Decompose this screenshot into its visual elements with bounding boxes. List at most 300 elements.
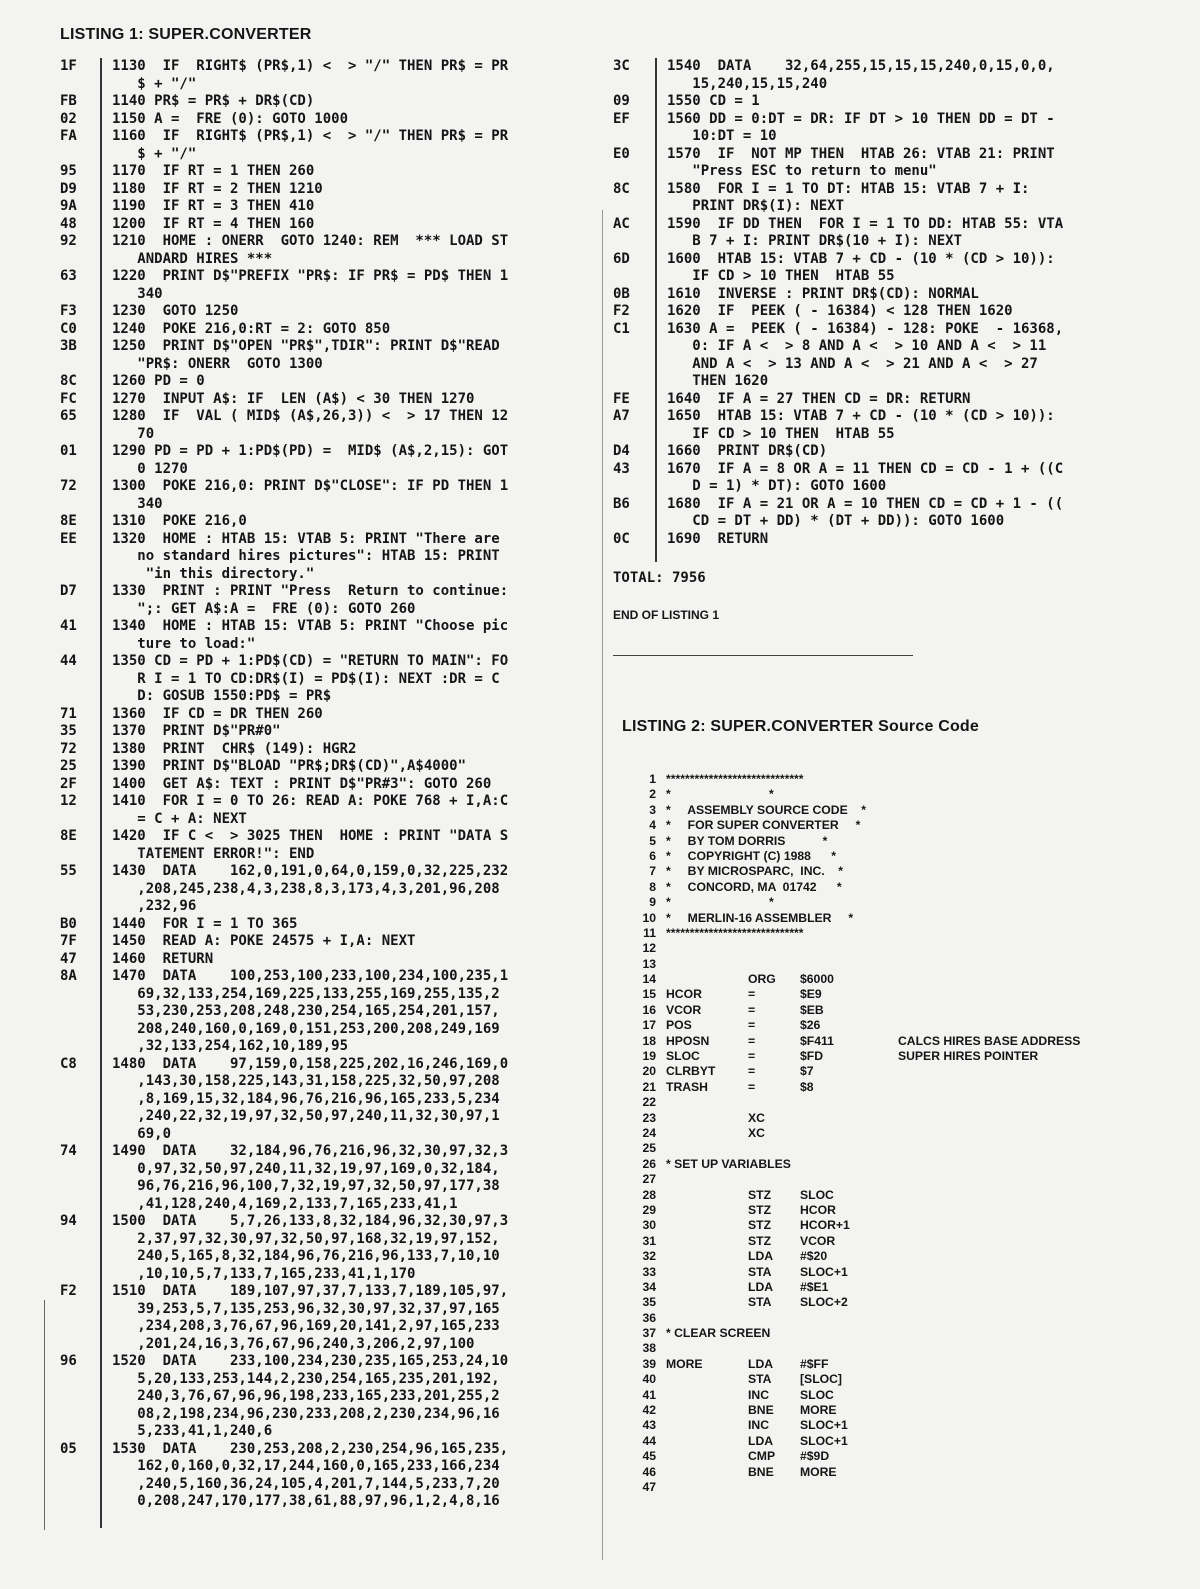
basic-code: ,143,30,158,225,143,31,158,225,32,50,97,208 — [112, 1073, 500, 1089]
basic-code: 1180 IF RT = 2 THEN 1210 — [112, 180, 323, 197]
code-line — [60, 566, 600, 584]
code-line — [613, 216, 1153, 234]
asm-line-number: 3 — [649, 802, 656, 817]
checksum: C1 — [613, 320, 630, 337]
code-line — [613, 268, 1153, 286]
code-line — [60, 618, 600, 636]
checksum: 48 — [60, 215, 77, 232]
asm-line-number: 9 — [649, 895, 656, 910]
checksum: 8E — [60, 828, 77, 844]
basic-code: D: GOSUB 1550:PD$ = PR$ — [112, 688, 332, 704]
code-line — [60, 513, 600, 531]
basic-code: 1250 PRINT D$"OPEN "PR$",TDIR": PRINT D$"READ — [112, 338, 500, 354]
basic-code: ,41,128,240,4,169,2,133,7,165,233,41,1 — [112, 1195, 458, 1212]
asm-comment: * CONCORD, MA 01742 * — [666, 879, 842, 894]
checksum: 41 — [60, 618, 77, 634]
asm-label: MORE — [666, 1356, 703, 1371]
code-line — [60, 1161, 600, 1179]
code-line — [60, 1231, 600, 1249]
code-line — [60, 1143, 600, 1161]
basic-code: 1630 A = PEEK ( - 16384) - 128: POKE - 16368, — [667, 320, 1064, 337]
code-line — [613, 496, 1153, 514]
basic-code: ,10,10,5,7,133,7,165,233,41,1,170 — [112, 1265, 416, 1282]
checksum: 6D — [613, 250, 630, 267]
code-line — [60, 898, 600, 916]
asm-operand: HCOR — [800, 1202, 836, 1217]
basic-code: "PR$: ONERR GOTO 1300 — [112, 355, 323, 372]
basic-code: 1360 IF CD = DR THEN 260 — [112, 705, 323, 722]
basic-code: 240,5,165,8,32,184,96,76,216,96,133,7,10,10 — [112, 1248, 500, 1264]
code-line — [60, 688, 600, 706]
asm-comment: * COPYRIGHT (C) 1988 * — [666, 848, 836, 863]
basic-code: 1510 DATA 189,107,97,37,7,133,7,189,105,97, — [112, 1283, 509, 1299]
code-line — [60, 286, 600, 304]
checksum-total: TOTAL: 7956 — [613, 570, 706, 586]
code-line — [60, 548, 600, 566]
asm-opcode: STZ — [748, 1202, 772, 1217]
code-line — [60, 1248, 600, 1266]
asm-comment: ***************************** — [666, 772, 804, 786]
asm-line-number: 17 — [642, 1018, 656, 1033]
code-line — [60, 1073, 600, 1091]
code-line — [60, 1458, 600, 1476]
basic-code: = C + A: NEXT — [112, 810, 247, 827]
basic-code: 15,240,15,15,240 — [667, 75, 828, 92]
asm-label: SLOC — [666, 1049, 700, 1064]
code-line — [60, 321, 600, 339]
basic-code: 1370 PRINT D$"PR#0" — [112, 723, 281, 739]
code-line — [60, 1301, 600, 1319]
code-line — [60, 846, 600, 864]
checksum: 8A — [60, 968, 77, 984]
asm-opcode: = — [748, 1079, 756, 1094]
asm-opcode: STA — [748, 1295, 772, 1310]
checksum: 35 — [60, 723, 77, 739]
basic-code: 1520 DATA 233,100,234,230,235,165,253,24,10 — [112, 1353, 509, 1369]
code-line — [60, 233, 600, 251]
checksum: D7 — [60, 583, 77, 599]
code-line — [60, 1353, 600, 1371]
code-line — [60, 1283, 600, 1301]
basic-code: 1340 HOME : HTAB 15: VTAB 5: PRINT "Choose pic — [112, 618, 509, 634]
code-line — [60, 461, 600, 479]
code-line — [60, 1091, 600, 1109]
asm-opcode: XC — [748, 1125, 765, 1140]
code-line — [60, 1423, 600, 1441]
code-line — [613, 58, 1153, 76]
code-line — [613, 356, 1153, 374]
basic-code: R I = 1 TO CD:DR$(I) = PD$(I): NEXT :DR = C — [112, 670, 500, 687]
code-line — [60, 76, 600, 94]
code-line — [60, 863, 600, 881]
asm-operand: #$20 — [800, 1249, 828, 1264]
asm-comment: * SET UP VARIABLES — [666, 1156, 791, 1171]
asm-opcode: STZ — [748, 1187, 772, 1202]
asm-line-number: 13 — [642, 956, 656, 971]
basic-code: 1460 RETURN — [112, 950, 214, 967]
basic-code: CD = DT + DD) * (DT + DD)): GOTO 1600 — [667, 513, 1005, 529]
code-line — [613, 426, 1153, 444]
asm-line-number: 45 — [642, 1449, 656, 1464]
basic-code: 1680 IF A = 21 OR A = 10 THEN CD = CD + 1 - (( — [667, 495, 1064, 512]
code-line — [60, 1178, 600, 1196]
basic-code: 1270 INPUT A$: IF LEN (A$) < 30 THEN 1270 — [112, 390, 475, 407]
basic-code: 1230 GOTO 1250 — [112, 303, 239, 319]
code-line — [60, 1266, 600, 1284]
checksum: 8C — [613, 180, 630, 197]
checksum: A7 — [613, 408, 630, 424]
asm-line-number: 37 — [642, 1326, 656, 1341]
listing1-column-right — [613, 58, 1153, 548]
listing2-title-main: LISTING 2: SUPER.CONVERTER — [622, 718, 874, 735]
basic-code: 2,37,97,32,30,97,32,50,97,168,32,19,97,152, — [112, 1230, 500, 1247]
asm-comment: ***************************** — [666, 925, 804, 940]
checksum: B6 — [613, 495, 630, 512]
asm-line-number: 25 — [642, 1141, 656, 1156]
code-line — [613, 338, 1153, 356]
code-line — [60, 181, 600, 199]
checksum: 7F — [60, 933, 77, 949]
code-line — [60, 828, 600, 846]
code-line — [60, 583, 600, 601]
basic-code: 1590 IF DD THEN FOR I = 1 TO DD: HTAB 55: VTA — [667, 215, 1064, 232]
basic-code: 1330 PRINT : PRINT "Press Return to continue: — [112, 583, 509, 599]
checksum: 12 — [60, 793, 77, 809]
asm-operand: $8 — [800, 1079, 814, 1094]
code-line — [60, 1056, 600, 1074]
checksum: D4 — [613, 443, 630, 459]
checksum: 1F — [60, 58, 77, 74]
asm-line-number: 20 — [642, 1064, 656, 1079]
code-line — [60, 881, 600, 899]
basic-code: 162,0,160,0,32,17,244,160,0,165,233,166,234 — [112, 1458, 500, 1474]
basic-code: 1290 PD = PD + 1:PD$(PD) = MID$ (A$,2,15): GOT — [112, 443, 509, 459]
asm-opcode: STZ — [748, 1233, 772, 1248]
asm-line-number: 7 — [649, 864, 656, 879]
code-line — [613, 111, 1153, 129]
asm-operand: HCOR+1 — [800, 1218, 850, 1233]
checksum: 3C — [613, 58, 630, 74]
code-line — [613, 443, 1153, 461]
code-line — [60, 146, 600, 164]
checksum: FC — [60, 390, 77, 407]
code-line — [60, 496, 600, 514]
asm-label: HCOR — [666, 987, 702, 1002]
basic-code: 1450 READ A: POKE 24575 + I,A: NEXT — [112, 933, 416, 949]
basic-code: 08,2,198,234,96,230,233,208,2,230,234,96,16 — [112, 1405, 500, 1422]
code-line — [60, 951, 600, 969]
checksum: 05 — [60, 1440, 77, 1457]
code-line — [60, 356, 600, 374]
basic-code: 1140 PR$ = PR$ + DR$(CD) — [112, 93, 315, 109]
basic-code: 1170 IF RT = 1 THEN 260 — [112, 163, 315, 179]
basic-code: 1540 DATA 32,64,255,15,15,15,240,0,15,0,0, — [667, 58, 1055, 74]
listing1-title: LISTING 1: SUPER.CONVERTER — [60, 26, 312, 43]
basic-code: 1670 IF A = 8 OR A = 11 THEN CD = CD - 1 + ((C — [667, 460, 1064, 477]
checksum: C8 — [60, 1055, 77, 1072]
code-line — [60, 1476, 600, 1494]
code-line — [60, 426, 600, 444]
asm-operand: $EB — [800, 1002, 824, 1017]
basic-code: ";: GET A$:A = FRE (0): GOTO 260 — [112, 600, 416, 617]
asm-line-number: 31 — [642, 1233, 656, 1248]
asm-line-number: 16 — [642, 1002, 656, 1017]
section-divider — [613, 655, 913, 656]
code-line — [60, 706, 600, 724]
checksum: EF — [613, 110, 630, 127]
basic-code: ture to load:" — [112, 635, 256, 652]
asm-operand: $7 — [800, 1064, 814, 1079]
asm-comment: * * — [666, 787, 774, 802]
asm-line-number: 6 — [649, 848, 656, 863]
basic-code: "in this directory." — [112, 565, 315, 582]
code-line — [60, 1003, 600, 1021]
asm-line-number: 43 — [642, 1418, 656, 1433]
code-line — [613, 251, 1153, 269]
asm-line-number: 11 — [643, 925, 656, 940]
asm-line-number: 8 — [649, 879, 656, 894]
code-line — [60, 671, 600, 689]
basic-code: 0,208,247,170,177,38,61,88,97,96,1,2,4,8,16 — [112, 1493, 500, 1509]
checksum: 0B — [613, 285, 630, 302]
asm-line-number: 2 — [649, 787, 656, 802]
checksum: 43 — [613, 460, 630, 477]
basic-code: 0 1270 — [112, 460, 188, 477]
asm-line-number: 4 — [649, 818, 656, 833]
basic-code: AND A < > 13 AND A < > 21 AND A < > 27 — [667, 355, 1038, 372]
basic-code: 1560 DD = 0:DT = DR: IF DT > 10 THEN DD = DT - — [667, 110, 1055, 127]
asm-comment: * FOR SUPER CONVERTER * — [666, 818, 861, 833]
code-line — [613, 391, 1153, 409]
asm-remark: SUPER HIRES POINTER — [898, 1049, 1039, 1064]
code-line — [60, 723, 600, 741]
code-line — [60, 1126, 600, 1144]
asm-opcode: STA — [748, 1372, 772, 1387]
basic-code: ANDARD HIRES *** — [112, 250, 273, 267]
basic-code: 1480 DATA 97,159,0,158,225,202,16,246,169,0 — [112, 1055, 509, 1072]
code-line — [60, 1336, 600, 1354]
code-line — [60, 776, 600, 794]
code-line — [60, 986, 600, 1004]
asm-opcode: INC — [748, 1418, 769, 1433]
code-line — [60, 653, 600, 671]
code-line — [613, 303, 1153, 321]
asm-line-number: 35 — [642, 1295, 656, 1310]
checksum: 63 — [60, 268, 77, 284]
checksum: FA — [60, 128, 77, 144]
basic-code: 1210 HOME : ONERR GOTO 1240: REM *** LOAD ST — [112, 233, 509, 249]
asm-opcode: LDA — [748, 1279, 774, 1294]
asm-opcode: = — [748, 1002, 756, 1017]
code-line — [60, 1371, 600, 1389]
checksum: FE — [613, 390, 630, 407]
basic-code: 1350 CD = PD + 1:PD$(CD) = "RETURN TO MAIN": FO — [112, 653, 509, 669]
checksum: 9A — [60, 198, 77, 214]
basic-code: 1410 FOR I = 0 TO 26: READ A: POKE 768 + I,A:C — [112, 793, 509, 809]
checksum: F2 — [60, 1283, 77, 1299]
basic-code: 1130 IF RIGHT$ (PR$,1) < > "/" THEN PR$ = PR — [112, 58, 509, 74]
margin-rule — [44, 1300, 45, 1530]
code-line — [60, 216, 600, 234]
basic-code: 1500 DATA 5,7,26,133,8,32,184,96,32,30,97,3 — [112, 1213, 509, 1229]
asm-comment: * BY TOM DORRIS * — [666, 833, 828, 848]
checksum: FB — [60, 93, 77, 109]
asm-opcode: INC — [748, 1387, 769, 1402]
basic-code: 0: IF A < > 8 AND A < > 10 AND A < > 11 — [667, 338, 1047, 354]
checksum: 92 — [60, 233, 77, 249]
code-line — [60, 636, 600, 654]
asm-opcode: LDA — [748, 1433, 774, 1448]
checksum: 44 — [60, 653, 77, 669]
basic-code: 1320 HOME : HTAB 15: VTAB 5: PRINT "There are — [112, 530, 500, 547]
code-line — [60, 163, 600, 181]
asm-remark: CALCS HIRES BASE ADDRESS — [898, 1033, 1081, 1048]
checksum: 72 — [60, 478, 77, 494]
asm-line-number: 15 — [642, 987, 656, 1002]
asm-line-number: 27 — [642, 1172, 656, 1187]
code-line — [60, 1108, 600, 1126]
asm-line-number: 32 — [642, 1249, 656, 1264]
asm-opcode: = — [748, 987, 756, 1002]
basic-code: ,8,169,15,32,184,96,76,216,96,165,233,5,234 — [112, 1090, 500, 1107]
code-line — [613, 513, 1153, 531]
basic-code: 1530 DATA 230,253,208,2,230,254,96,165,235, — [112, 1440, 509, 1457]
asm-opcode: = — [748, 1033, 756, 1048]
asm-opcode: BNE — [748, 1464, 774, 1479]
basic-code: 1690 RETURN — [667, 530, 769, 547]
checksum: 09 — [613, 93, 630, 109]
asm-line-number: 38 — [642, 1341, 656, 1356]
code-line — [60, 1318, 600, 1336]
basic-code: 96,76,216,96,100,7,32,19,97,32,50,97,177,38 — [112, 1178, 500, 1194]
code-line — [60, 1441, 600, 1459]
asm-opcode: ORG — [748, 972, 776, 987]
basic-code: 1660 PRINT DR$(CD) — [667, 443, 828, 459]
asm-operand: SLOC — [800, 1387, 834, 1402]
basic-code: 1580 FOR I = 1 TO DT: HTAB 15: VTAB 7 + I: — [667, 180, 1030, 197]
asm-line-number: 5 — [649, 833, 656, 848]
code-line — [60, 1038, 600, 1056]
asm-line-number: 21 — [642, 1079, 656, 1094]
code-line — [60, 338, 600, 356]
basic-code: 1240 POKE 216,0:RT = 2: GOTO 850 — [112, 320, 391, 337]
checksum: E0 — [613, 145, 630, 162]
basic-code: 1600 HTAB 15: VTAB 7 + CD - (10 * (CD > 10)): — [667, 250, 1055, 267]
basic-code: 1390 PRINT D$"BLOAD "PR$;DR$(CD)",A$4000" — [112, 758, 467, 774]
code-line — [613, 181, 1153, 199]
basic-code: 1310 POKE 216,0 — [112, 513, 247, 529]
code-line — [60, 601, 600, 619]
asm-line-number: 24 — [642, 1125, 656, 1140]
checksum: 94 — [60, 1213, 77, 1229]
basic-code: 1160 IF RIGHT$ (PR$,1) < > "/" THEN PR$ = PR — [112, 128, 509, 144]
asm-operand: SLOC — [800, 1187, 834, 1202]
asm-operand: $E9 — [800, 987, 822, 1002]
checksum: 02 — [60, 110, 77, 127]
basic-code: "Press ESC to return to menu" — [667, 163, 937, 179]
code-line — [60, 1021, 600, 1039]
asm-line-number: 40 — [642, 1372, 656, 1387]
asm-operand: MORE — [800, 1464, 837, 1479]
checksum: 25 — [60, 758, 77, 774]
code-line — [60, 1493, 600, 1511]
asm-operand: $6000 — [800, 972, 834, 987]
code-line — [60, 93, 600, 111]
asm-operand: #$FF — [800, 1356, 829, 1371]
code-line — [613, 198, 1153, 216]
asm-operand: #$E1 — [800, 1279, 829, 1294]
asm-comment: * BY MICROSPARC, INC. * — [666, 864, 843, 879]
basic-code: ,234,208,3,76,67,96,169,20,141,2,97,165,233 — [112, 1318, 500, 1334]
asm-label: TRASH — [666, 1079, 708, 1094]
code-line — [60, 408, 600, 426]
code-line — [613, 146, 1153, 164]
basic-code: 1430 DATA 162,0,191,0,64,0,159,0,32,225,232 — [112, 863, 509, 879]
checksum: 65 — [60, 408, 77, 424]
asm-opcode: = — [748, 1064, 756, 1079]
basic-code: 1620 IF PEEK ( - 16384) < 128 THEN 1620 — [667, 303, 1013, 319]
asm-opcode: LDA — [748, 1249, 774, 1264]
checksum: 96 — [60, 1353, 77, 1369]
asm-line-number: 18 — [642, 1033, 656, 1048]
asm-line-number: 28 — [642, 1187, 656, 1202]
code-line — [613, 321, 1153, 339]
asm-comment: * CLEAR SCREEN — [666, 1326, 771, 1341]
checksum: D9 — [60, 180, 77, 197]
code-line — [60, 128, 600, 146]
asm-line-number: 19 — [642, 1049, 656, 1064]
code-line — [613, 76, 1153, 94]
basic-code: 53,230,253,208,248,230,254,165,254,201,157, — [112, 1003, 500, 1019]
basic-code: 1610 INVERSE : PRINT DR$(CD): NORMAL — [667, 285, 979, 302]
code-line — [60, 198, 600, 216]
asm-label: CLRBYT — [666, 1064, 716, 1079]
basic-code: THEN 1620 — [667, 373, 769, 389]
asm-line-number: 26 — [642, 1156, 656, 1171]
basic-code: B 7 + I: PRINT DR$(10 + I): NEXT — [667, 233, 963, 249]
code-line — [613, 408, 1153, 426]
checksum: B0 — [60, 915, 77, 932]
checksum: 55 — [60, 863, 77, 879]
code-line — [60, 968, 600, 986]
asm-line-number: 33 — [642, 1264, 656, 1279]
checksum: 3B — [60, 338, 77, 354]
asm-line-number: 12 — [642, 941, 656, 956]
basic-code: 1380 PRINT CHR$ (149): HGR2 — [112, 740, 357, 757]
basic-code: 1200 IF RT = 4 THEN 160 — [112, 215, 315, 232]
basic-code: ,208,245,238,4,3,238,8,3,173,4,3,201,96,208 — [112, 880, 500, 897]
asm-opcode: = — [748, 1049, 756, 1064]
code-line — [613, 128, 1153, 146]
checksum: 2F — [60, 775, 77, 792]
basic-code: 5,233,41,1,240,6 — [112, 1423, 273, 1439]
asm-opcode: CMP — [748, 1449, 776, 1464]
code-line — [613, 286, 1153, 304]
basic-code: D = 1) * DT): GOTO 1600 — [667, 478, 887, 494]
asm-line-number: 10 — [642, 910, 656, 925]
basic-code: 1570 IF NOT MP THEN HTAB 26: VTAB 21: PRINT — [667, 145, 1055, 162]
asm-opcode: XC — [748, 1110, 765, 1125]
code-line — [613, 233, 1153, 251]
checksum: 0C — [613, 530, 630, 547]
basic-code: PRINT DR$(I): NEXT — [667, 198, 845, 214]
code-line — [613, 461, 1153, 479]
code-line — [613, 93, 1153, 111]
listing2-title — [622, 718, 979, 736]
asm-operand: $F411 — [800, 1033, 834, 1048]
asm-line-number: 36 — [642, 1310, 656, 1325]
asm-operand: SLOC+2 — [800, 1295, 848, 1310]
